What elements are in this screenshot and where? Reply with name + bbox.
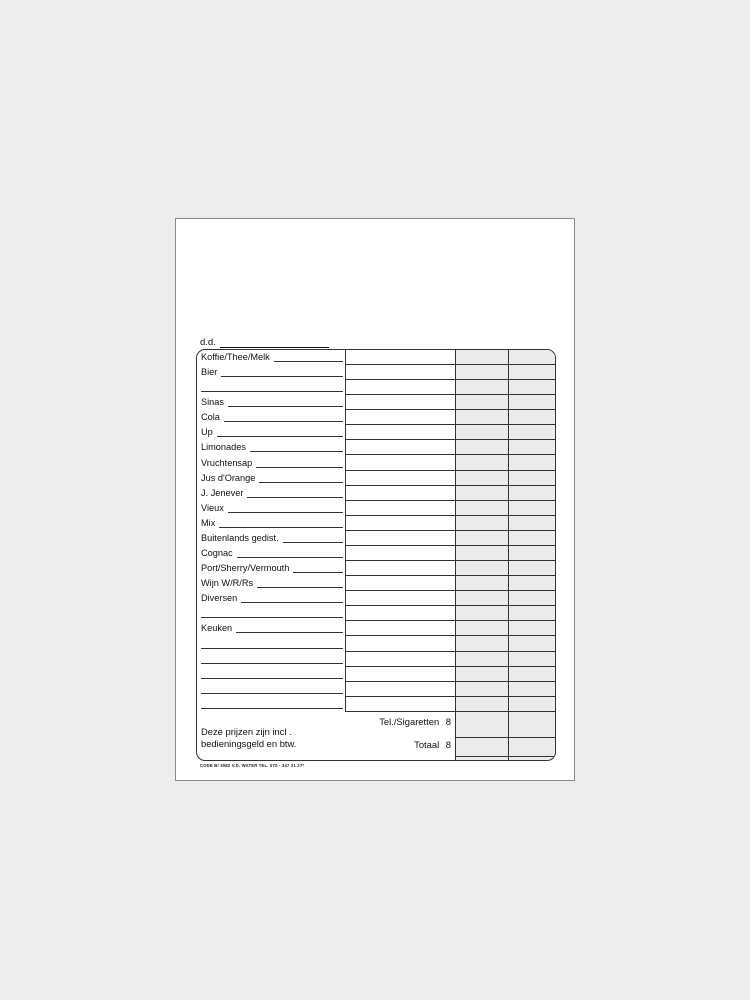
item-label: Port/Sherry/Vermouth (201, 563, 293, 574)
item-row (197, 365, 555, 380)
total-row (414, 739, 451, 750)
price-note-line: bedieningsgeld en btw. (201, 738, 297, 749)
item-label: Up (201, 427, 217, 438)
item-label: Bier (201, 367, 221, 378)
item-row (197, 682, 555, 697)
date-label: d.d. (200, 337, 216, 348)
item-row (197, 380, 555, 395)
item-row (197, 440, 555, 455)
item-row (197, 531, 555, 546)
write-in-line[interactable] (201, 693, 343, 694)
item-label: Wijn W/R/Rs (201, 578, 257, 589)
item-row (197, 471, 555, 486)
item-label: Vruchtensap (201, 458, 256, 469)
item-label: Buitenlands gedist. (201, 533, 283, 544)
item-label: Vieux (201, 503, 228, 514)
write-in-line[interactable] (201, 617, 343, 618)
item-row (197, 606, 555, 621)
write-in-line[interactable] (201, 391, 343, 392)
item-row (197, 637, 555, 652)
total-label: Totaal (414, 739, 440, 750)
item-label: Cognac (201, 548, 237, 559)
item-row (197, 501, 555, 516)
price-note-line: Deze prijzen zijn incl . (201, 726, 292, 737)
print-code: CODE B/ 3082 V.D. WATER TEL. 070 - 347 21 27* (200, 763, 305, 768)
item-row (197, 652, 555, 667)
cigarettes-row (379, 716, 451, 727)
item-label: Limonades (201, 442, 250, 453)
item-row (197, 425, 555, 440)
row-rule (345, 711, 555, 712)
item-row (197, 395, 555, 410)
item-label: Koffie/Thee/Melk (201, 352, 274, 363)
cigarettes-number: 8 (445, 716, 451, 727)
totals-rule (455, 737, 555, 738)
item-row (197, 561, 555, 576)
item-row (197, 516, 555, 531)
write-in-line[interactable] (201, 436, 343, 437)
item-label: J. Jenever (201, 488, 247, 499)
item-row (197, 621, 555, 636)
write-in-line[interactable] (201, 678, 343, 679)
write-in-line[interactable] (201, 376, 343, 377)
item-label: Mix (201, 518, 219, 529)
item-label: Jus d'Orange (201, 473, 259, 484)
item-row (197, 667, 555, 682)
item-label: Keuken (201, 623, 236, 634)
order-form (196, 349, 556, 761)
write-in-line[interactable] (201, 527, 343, 528)
item-row (197, 546, 555, 561)
item-label: Sinas (201, 397, 228, 408)
item-label: Diversen (201, 593, 241, 604)
total-number: 8 (445, 739, 451, 750)
receipt-sheet (175, 218, 575, 781)
item-row (197, 410, 555, 425)
item-row (197, 456, 555, 471)
write-in-line[interactable] (201, 648, 343, 649)
cigarettes-label: Tel./Sigaretten (379, 716, 440, 727)
write-in-line[interactable] (201, 708, 343, 709)
date-line (220, 347, 329, 348)
item-row (197, 486, 555, 501)
totals-bottom-rule (455, 756, 555, 757)
item-row (197, 576, 555, 591)
item-row (197, 350, 555, 365)
price-note (201, 726, 296, 750)
item-label: Cola (201, 412, 224, 423)
item-row (197, 697, 555, 712)
item-row (197, 591, 555, 606)
write-in-line[interactable] (201, 663, 343, 664)
